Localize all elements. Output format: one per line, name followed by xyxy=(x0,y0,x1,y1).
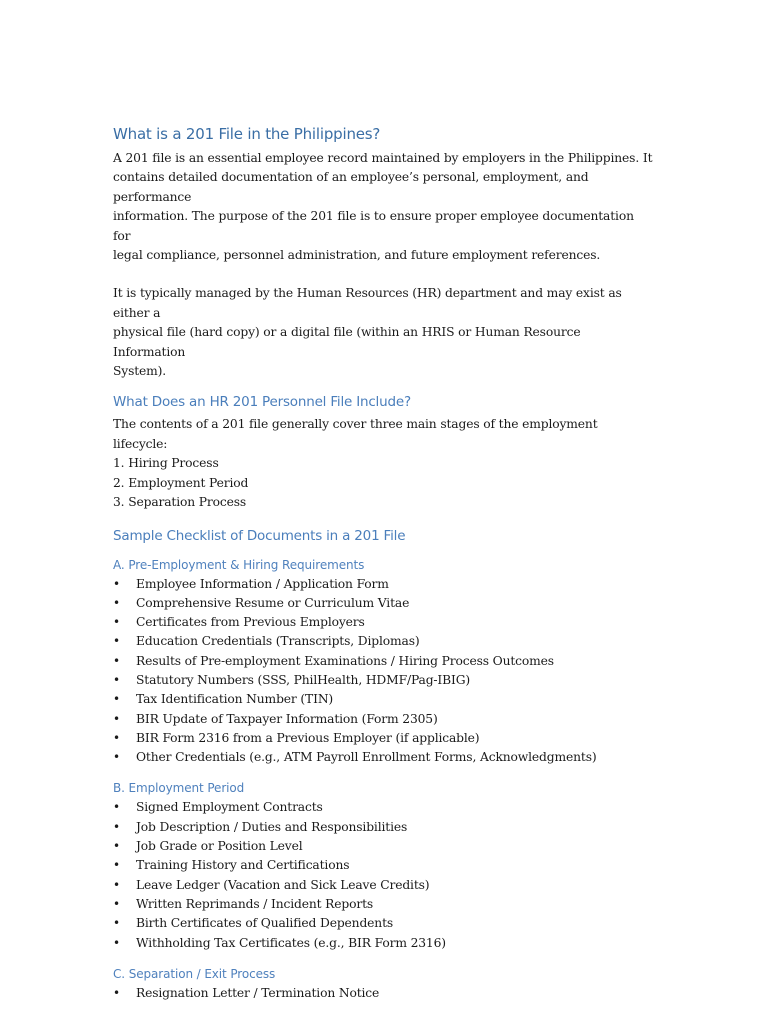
heading-employment-period: B. Employment Period xyxy=(113,781,245,796)
list-item: • Results of Pre-employment Examinations / Hiring Process Outcomes xyxy=(113,652,653,671)
list-item: • Education Credentials (Transcripts, Diplomas) xyxy=(113,632,653,651)
include-item-employment: 2. Employment Period xyxy=(113,475,249,490)
intro-paragraph-1 xyxy=(113,149,653,265)
text-line: physical file (hard copy) or a digital file (within an HRIS or Human Resource Information xyxy=(113,325,581,359)
list-item: • Job Grade or Position Level xyxy=(113,837,653,856)
list-item: • Employee Information / Application Form xyxy=(113,575,653,594)
bullet-icon: • xyxy=(113,634,120,649)
heading-separation-exit: C. Separation / Exit Process xyxy=(113,966,276,981)
document-content xyxy=(113,124,653,1003)
list-item: • Job Description / Duties and Responsibilities xyxy=(113,818,653,837)
list-item: • Leave Ledger (Vacation and Sick Leave Credits) xyxy=(113,876,653,895)
list-item: • Certificates from Previous Employers xyxy=(113,613,653,632)
pre-employment-list xyxy=(113,575,653,768)
list-item: • Signed Employment Contracts xyxy=(113,798,653,817)
separation-list xyxy=(113,984,653,1003)
list-item: • Resignation Letter / Termination Notice xyxy=(113,984,653,1003)
bullet-icon: • xyxy=(113,985,120,1000)
list-item: • Tax Identification Number (TIN) xyxy=(113,690,653,709)
include-list xyxy=(113,415,653,512)
bullet-icon: • xyxy=(113,595,120,610)
heading-sample-checklist: Sample Checklist of Documents in a 201 File xyxy=(113,527,406,544)
list-item: • Birth Certificates of Qualified Dependents xyxy=(113,914,653,933)
list-item: • Other Credentials (e.g., ATM Payroll Enrollment Forms, Acknowledgments) xyxy=(113,748,653,767)
text-line: contains detailed documentation of an employee’s personal, employment, and performance xyxy=(113,170,589,204)
bullet-icon: • xyxy=(113,672,120,687)
list-item: • Training History and Certifications xyxy=(113,856,653,875)
bullet-icon: • xyxy=(113,896,120,911)
bullet-icon: • xyxy=(113,653,120,668)
list-item: • Withholding Tax Certificates (e.g., BIR Form 2316) xyxy=(113,934,653,953)
bullet-icon: • xyxy=(113,877,120,892)
intro-paragraph-2 xyxy=(113,284,653,381)
include-lead: The contents of a 201 file generally cover three main stages of the employment lifecycle: xyxy=(113,417,598,451)
text-line: A 201 file is an essential employee record maintained by employers in the Philippines. It xyxy=(113,151,653,165)
text-line: legal compliance, personnel administration, and future employment references. xyxy=(113,248,601,263)
include-item-separation: 3. Separation Process xyxy=(113,495,247,510)
bullet-icon: • xyxy=(113,935,120,950)
list-item: • BIR Update of Taxpayer Information (Form 2305) xyxy=(113,710,653,729)
heading-pre-employment: A. Pre-Employment & Hiring Requirements xyxy=(113,557,365,572)
bullet-icon: • xyxy=(113,800,120,815)
bullet-icon: • xyxy=(113,576,120,591)
list-item: • Comprehensive Resume or Curriculum Vitae xyxy=(113,594,653,613)
list-item: • BIR Form 2316 from a Previous Employer (if applicable) xyxy=(113,729,653,748)
bullet-icon: • xyxy=(113,711,120,726)
bullet-icon: • xyxy=(113,839,120,854)
heading-what-does-201-include: What Does an HR 201 Personnel File Include? xyxy=(113,394,411,411)
bullet-icon: • xyxy=(113,615,120,630)
list-item: • Statutory Numbers (SSS, PhilHealth, HDMF/Pag-IBIG) xyxy=(113,671,653,690)
employment-period-list xyxy=(113,798,653,952)
heading-what-is-201-file: What is a 201 File in the Philippines? xyxy=(113,125,381,143)
bullet-icon: • xyxy=(113,730,120,745)
text-line: It is typically managed by the Human Resources (HR) department and may exist as either a xyxy=(113,286,622,320)
bullet-icon: • xyxy=(113,858,120,873)
bullet-icon: • xyxy=(113,750,120,765)
bullet-icon: • xyxy=(113,916,120,931)
include-item-hiring: 1. Hiring Process xyxy=(113,456,219,471)
text-line: System). xyxy=(113,364,167,379)
list-item: • Written Reprimands / Incident Reports xyxy=(113,895,653,914)
text-line: information. The purpose of the 201 file is to ensure proper employee documentation for xyxy=(113,209,634,243)
bullet-icon: • xyxy=(113,692,120,707)
bullet-icon: • xyxy=(113,819,120,834)
